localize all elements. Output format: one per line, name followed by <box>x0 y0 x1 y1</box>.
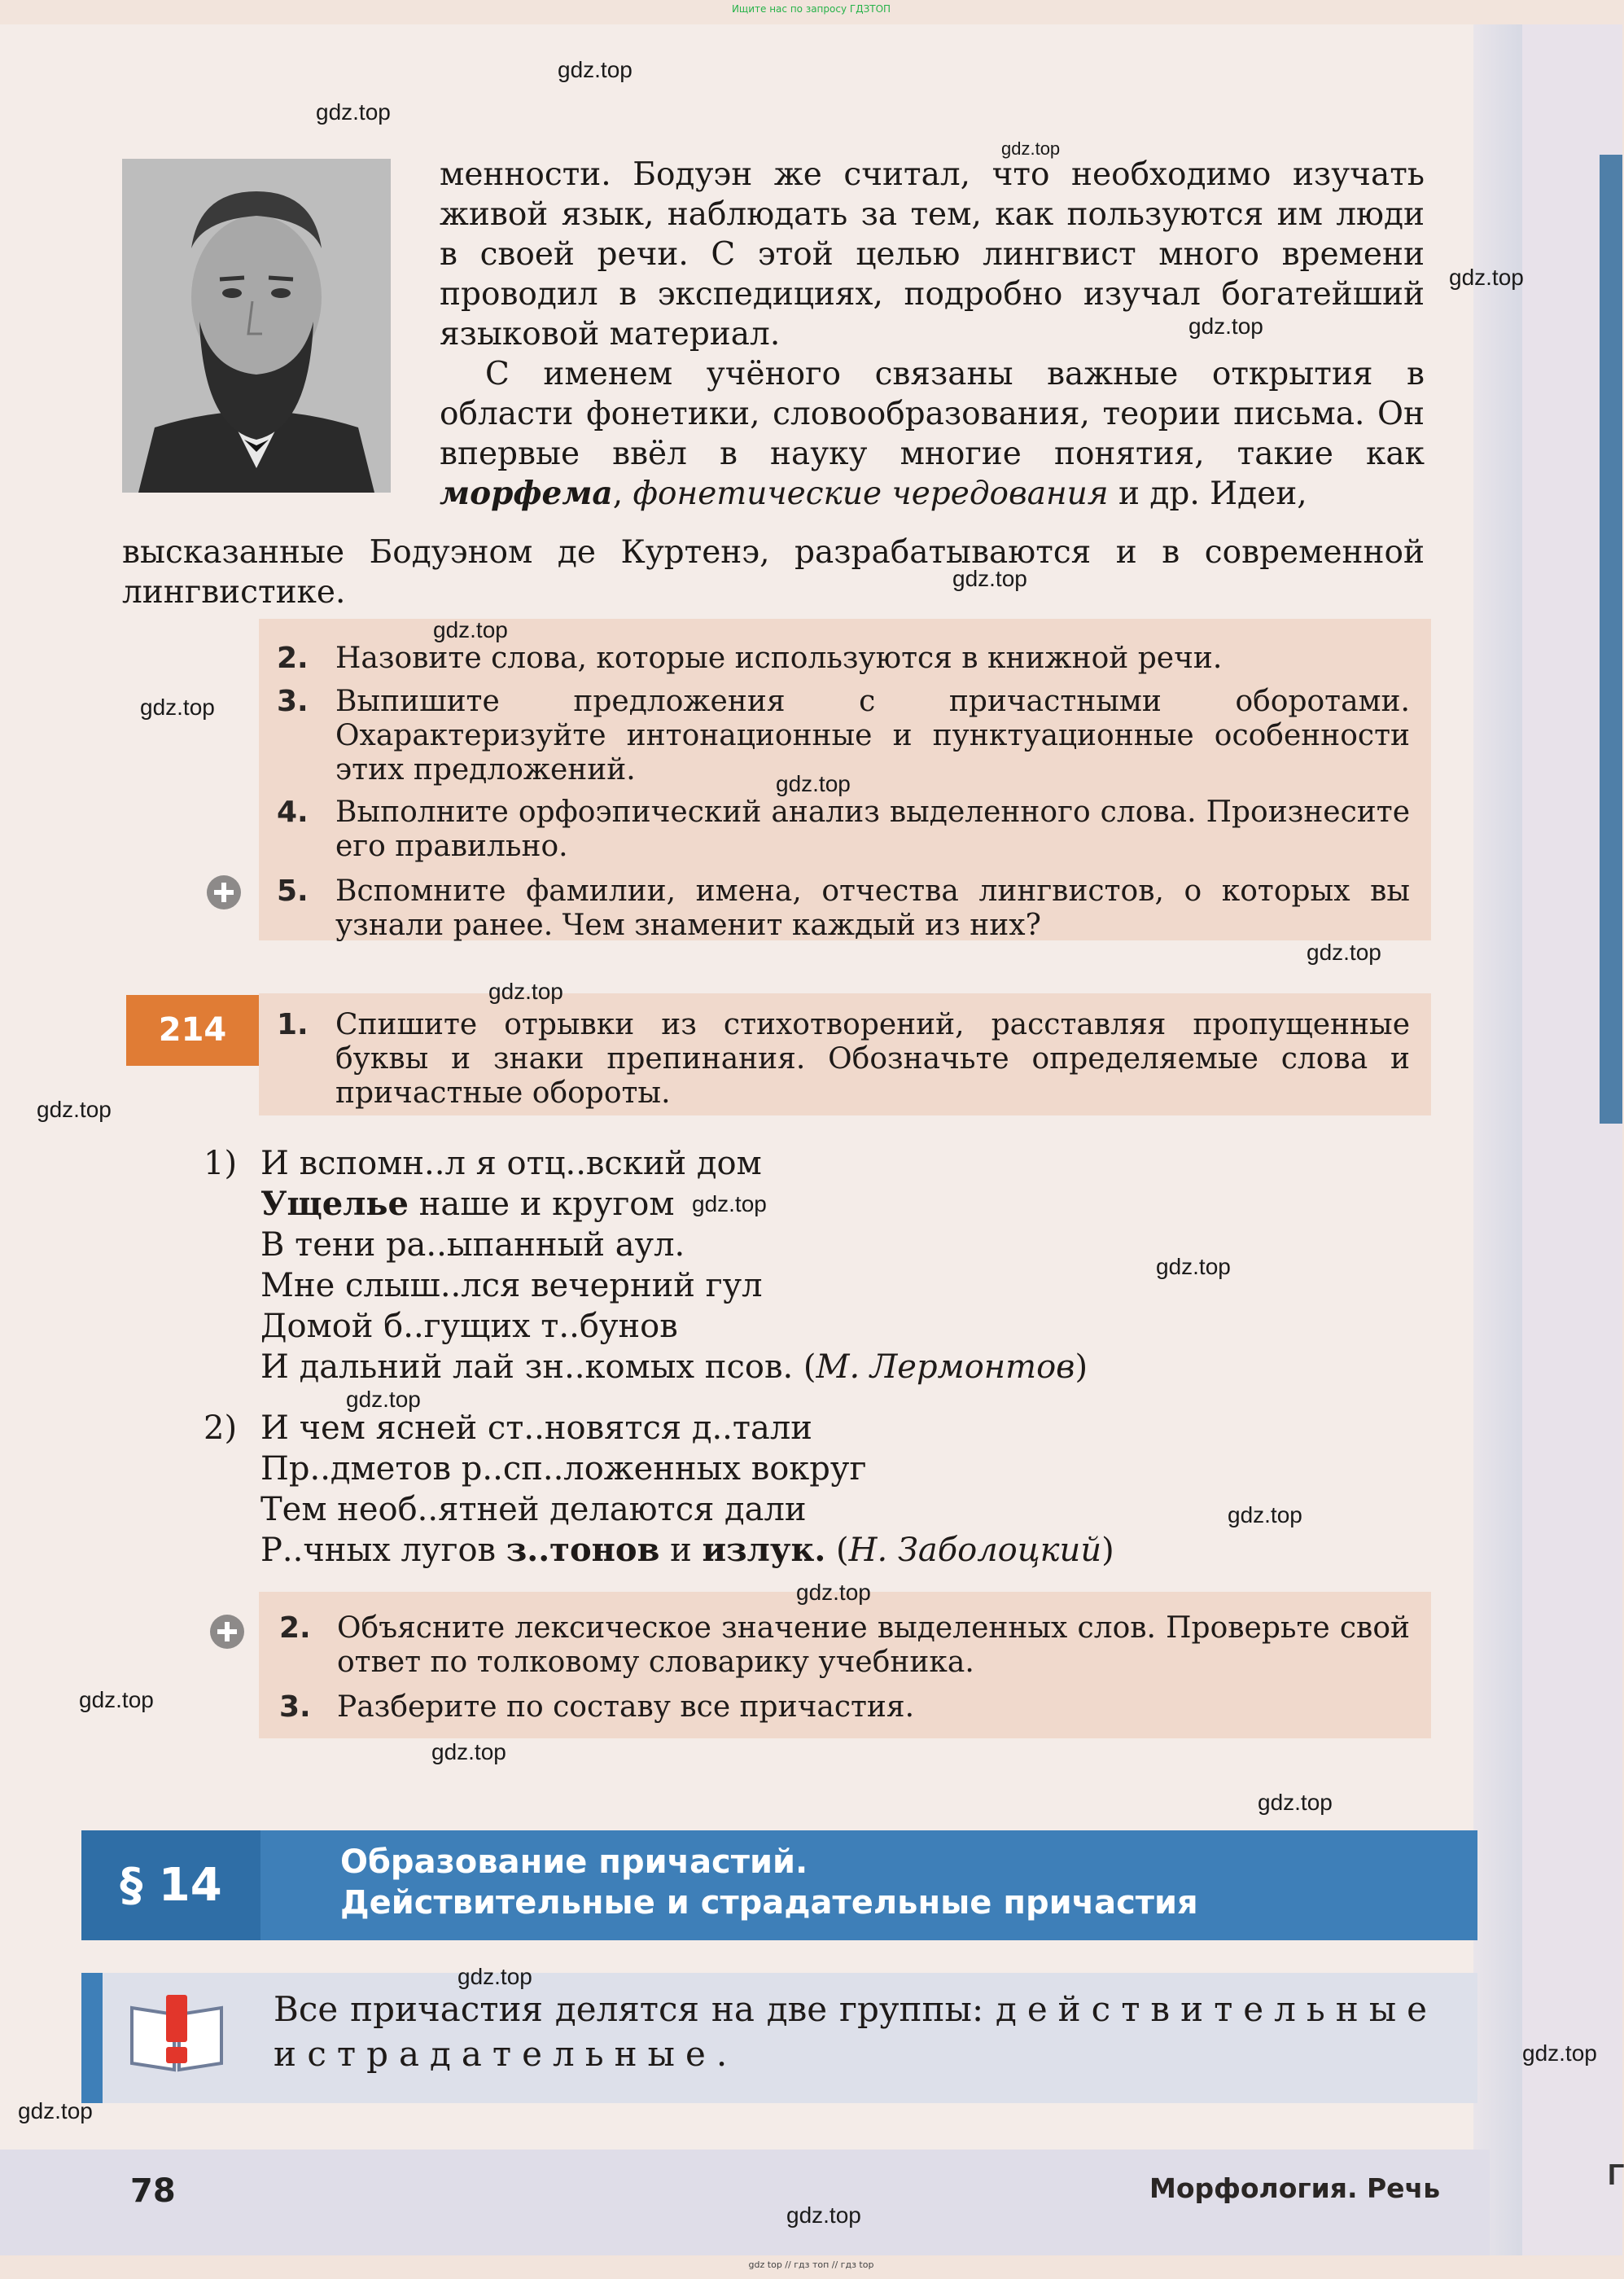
rule-accent-bar <box>81 1973 103 2103</box>
task-text: Выполните орфоэпический анализ выделенного слова. Произнесите его правильно. <box>335 795 1410 863</box>
plus-icon <box>210 1615 244 1649</box>
exercise-number-badge: 214 <box>126 995 259 1066</box>
watermark: gdz.top <box>1156 1254 1231 1279</box>
next-page-blue-bar <box>1600 155 1622 1124</box>
poem-line: Пр..дметов р..сп..ложенных вокруг <box>260 1450 867 1488</box>
book-exclamation-icon <box>129 1992 225 2073</box>
task-number: 2. <box>277 642 309 675</box>
term-separator: , <box>612 476 633 512</box>
intro-text-2 <box>440 354 1425 514</box>
watermark: gdz.top <box>796 1580 871 1605</box>
bottom-note: gdz top // гдз топ // гдз top <box>748 2259 874 2270</box>
poem-line-rest: наше и кругом <box>409 1186 675 1223</box>
watermark: gdz.top <box>786 2202 861 2228</box>
rule-text-part: . <box>716 2034 728 2074</box>
watermark: gdz.top <box>431 1739 506 1764</box>
watermark: gdz.top <box>1258 1790 1333 1815</box>
intro-paragraph <box>440 155 1425 514</box>
portrait-image <box>122 159 391 493</box>
rule-text-part: и <box>274 2034 308 2074</box>
page-edge <box>1473 24 1522 2255</box>
page-number: 78 <box>130 2172 176 2210</box>
watermark: gdz.top <box>1449 265 1524 290</box>
poem-author: М. Лермонтов <box>816 1348 1075 1386</box>
watermark: gdz.top <box>346 1387 421 1412</box>
highlighted-word: з..тонов <box>506 1531 660 1569</box>
task-text: Выпишите предложения с причастными оборотами. Охарактеризуйте интонационные и пунктуационные особенности этих предложений. <box>335 685 1410 787</box>
watermark: gdz.top <box>1188 313 1263 339</box>
footer-title: Морфология. Речь <box>1149 2172 1441 2204</box>
watermark: gdz.top <box>558 57 633 82</box>
poem-line: Мне слыш..лся вечерний гул <box>260 1267 763 1304</box>
intro-text-1: менности. Бодуэн же считал, что необходимо изучать живой язык, наблюдать за тем, как пользуются им люди в своей речи. С этой целью лингвист много времени проводил в экспедициях, подробно изучал богатейший языковой материал. <box>440 156 1425 353</box>
poem-line: Тем необ..ятней делаются дали <box>260 1491 807 1528</box>
watermark: gdz.top <box>79 1687 154 1712</box>
watermark: gdz.top <box>1001 138 1061 159</box>
poem-line-text: Р..чных лугов <box>260 1532 506 1569</box>
watermark: gdz.top <box>433 617 508 642</box>
task-number: 4. <box>277 795 309 829</box>
task-number: 3. <box>277 685 309 718</box>
task-text: Разберите по составу все причастия. <box>337 1690 915 1724</box>
poem-line: В тени ра..ыпанный аул. <box>260 1226 685 1264</box>
watermark: gdz.top <box>457 1964 532 1989</box>
poem-line: Домой б..гущих т..бунов <box>260 1308 678 1345</box>
poem-line-text: И дальний лай зн..комых псов. ( <box>260 1348 816 1386</box>
task-number: 1. <box>277 1008 309 1041</box>
watermark: gdz.top <box>692 1191 767 1216</box>
highlighted-word: Ущелье <box>260 1185 409 1223</box>
watermark: gdz.top <box>1228 1502 1302 1527</box>
poem-author: Н. Заболоцкий <box>848 1532 1102 1569</box>
poem-number: 1) <box>204 1145 238 1182</box>
poem-line: И вспомн..л я отц..вский дом <box>260 1145 762 1182</box>
poem-line: И чем ясней ст..новятся д..тали <box>260 1409 812 1447</box>
task-text: Объясните лексическое значение выделенных слов. Проверьте свой ответ по толковому словарику учебника. <box>337 1611 1410 1679</box>
poem-2 <box>260 1408 1319 1571</box>
section-title-line: Действительные и страдательные причастия <box>340 1884 1198 1922</box>
poem-line-text: и <box>659 1532 703 1569</box>
intro-text-2a: С именем учёного связаны важные открытия в области фонетики, словообразования, теории письма. Он впервые ввёл в науку многие понятия, такие как <box>440 356 1425 472</box>
poem-line <box>260 1347 1319 1387</box>
watermark: gdz.top <box>952 566 1027 591</box>
rule-text-part: Все причастия делятся на две группы: <box>274 1989 996 2029</box>
plus-icon <box>207 875 241 909</box>
watermark: gdz.top <box>37 1097 112 1122</box>
poem-line <box>260 1530 1319 1571</box>
task-number: 5. <box>277 874 309 908</box>
task-number: 2. <box>279 1611 311 1645</box>
watermark: gdz.top <box>18 2098 93 2123</box>
poem-line-end: ) <box>1075 1348 1088 1386</box>
search-hint: Ищите нас по запросу ГДЗТОП <box>731 3 891 15</box>
section-number: § 14 <box>81 1830 260 1940</box>
poem-line-end: ) <box>1101 1532 1114 1569</box>
poem-number: 2) <box>204 1409 238 1447</box>
term-alternations: фонетические чередования <box>633 476 1109 512</box>
task-number: 3. <box>279 1690 311 1724</box>
next-page-fragment: Г <box>1608 2158 1624 2191</box>
term-morpheme: морфема <box>440 475 613 512</box>
poem-line-text: ( <box>825 1532 849 1569</box>
watermark: gdz.top <box>1522 2040 1597 2066</box>
intro-text-3: высказанные Бодуэном де Куртенэ, разрабатываются и в современной лингвистике. <box>122 534 1425 611</box>
task-text: Вспомните фамилии, имена, отчества лингвистов, о которых вы узнали ранее. Чем знаменит каждый из них? <box>335 874 1410 942</box>
rule-term: действительные <box>995 1989 1438 2029</box>
task-text: Назовите слова, которые используются в книжной речи. <box>335 642 1223 675</box>
poem-line <box>260 1184 1319 1225</box>
watermark: gdz.top <box>316 99 391 125</box>
watermark: gdz.top <box>488 979 563 1004</box>
highlighted-word: излук. <box>702 1531 826 1569</box>
rule-term: страдательные <box>307 2034 716 2074</box>
section-title <box>340 1842 1198 1923</box>
section-title-line: Образование причастий. <box>340 1843 808 1881</box>
watermark: gdz.top <box>1307 940 1381 965</box>
intro-text-2b: и др. Идеи, <box>1108 476 1307 512</box>
watermark: gdz.top <box>776 771 851 796</box>
watermark: gdz.top <box>140 695 215 720</box>
rule-text <box>274 1987 1438 2076</box>
task-text: Спишите отрывки из стихотворений, расставляя пропущенные буквы и знаки препинания. Обозначьте определяемые слова и причастные обороты. <box>335 1008 1410 1110</box>
